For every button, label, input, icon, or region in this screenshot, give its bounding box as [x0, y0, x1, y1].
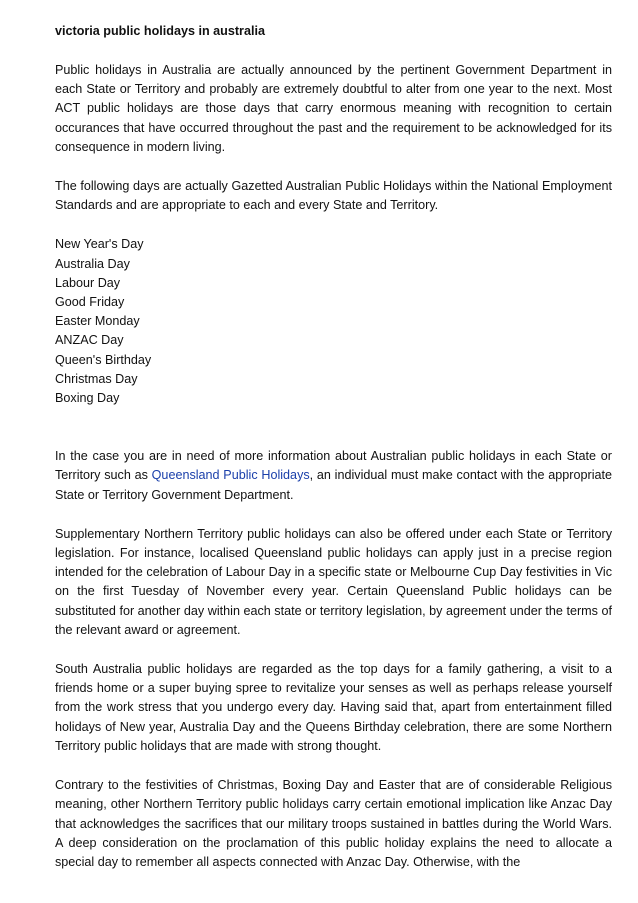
paragraph-south-australia: South Australia public holidays are regarded as the top days for a family gathering, a visit to a friends home or a super buying spree to revitalize your senses as well as perhaps release yourself from the work stress that you undergo every day. Having said that, apart from entertainment filled holidays of New year, Australia Day and the Queens Birthday celebration, there are some Northern Territory public holidays that are made with strong thought.: [55, 662, 612, 753]
paragraph-intro: Public holidays in Australia are actually announced by the pertinent Government Department in each State or Territory and probably are extremely doubtful to alter from one year to the next. Most ACT public holidays are those days that carry enormous meaning with recognition to certain occurances that have occurred throughout the past and the requirement to be acknowledged for its consequence in modern living.: [55, 63, 612, 154]
list-item: Easter Monday: [55, 314, 140, 329]
paragraph-gazetted: The following days are actually Gazetted Australian Public Holidays within the National Employment Standards and are appropriate to each and every State and Territory.: [55, 179, 612, 213]
paragraph-supplementary: Supplementary Northern Territory public holidays can also be offered under each State or Territory legislation. For instance, localised Queensland public holidays can apply just in a precise region intended for the celebration of Labour Day in a specific state or Melbourne Cup Day festivities in Vic on the first Tuesday of November every year. Certain Queensland Public holidays can be substituted for another day within each state or territory legislation, by agreement under the terms of the relevant award or agreement.: [55, 526, 612, 637]
list-item: New Year's Day: [55, 237, 144, 252]
list-item: ANZAC Day: [55, 333, 124, 348]
paragraph-anzac: Contrary to the festivities of Christmas, Boxing Day and Easter that are of considerable Religious meaning, other Northern Territory public holidays carry certain emotional implication like Anzac Day that acknowledges the sacrifices that our military troops sustained in battles during the World Wars. A deep consideration on the proclamation of this public holiday explains the need to allocate a special day to remember all aspects connected with Anzac Day. Otherwise, with the: [55, 778, 612, 869]
holiday-list: [55, 235, 612, 408]
list-item: Good Friday: [55, 295, 125, 310]
document-page: [55, 22, 612, 892]
paragraph-more-info: [55, 447, 612, 505]
list-item: Labour Day: [55, 275, 121, 290]
list-item: Boxing Day: [55, 391, 120, 406]
list-item: Christmas Day: [55, 371, 138, 386]
list-item: Australia Day: [55, 256, 130, 271]
queensland-public-holidays-link[interactable]: Queensland Public Holidays: [151, 468, 310, 483]
document-title: victoria public holidays in australia: [55, 24, 265, 38]
list-item: Queen's Birthday: [55, 352, 152, 367]
paragraph-more-info-start: In the case you are in need of more information about Australian public holidays in each State or Territory such as: [55, 449, 612, 483]
paragraph-more-info-end: , an individual must make contact with the appropriate State or Territory Government Department.: [55, 468, 612, 502]
